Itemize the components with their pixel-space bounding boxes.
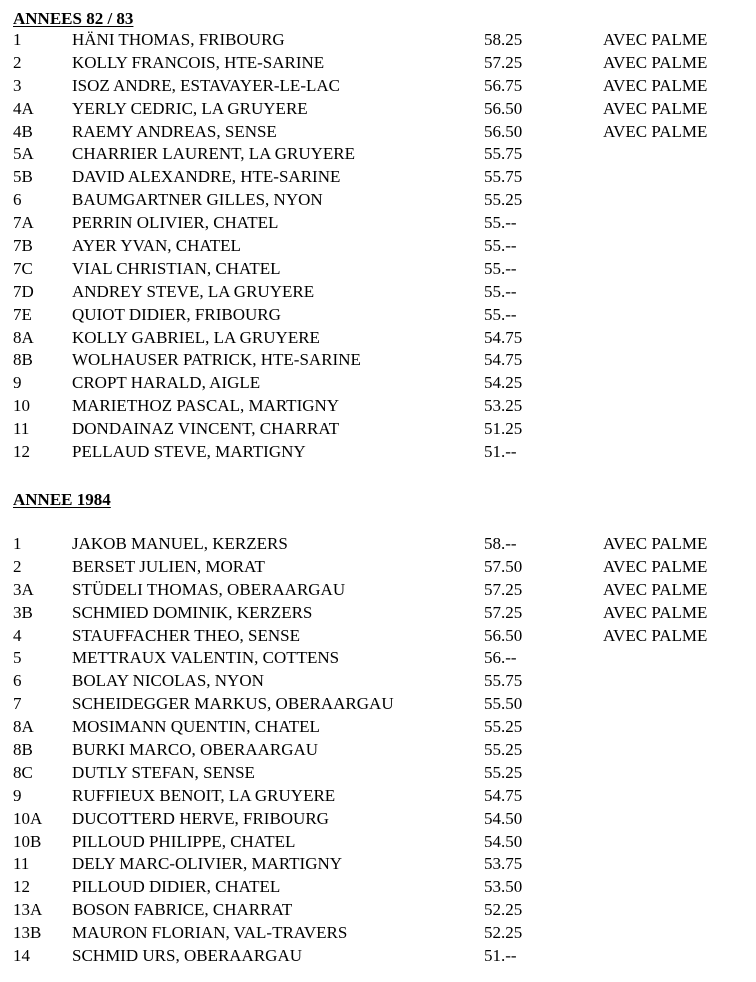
- table-row: [0, 212, 756, 235]
- name-cell: PILLOUD PHILIPPE, CHATEL: [72, 831, 296, 851]
- table-row: [0, 922, 756, 945]
- note-cell: AVEC PALME: [603, 121, 708, 141]
- table-row: [0, 556, 756, 579]
- table-row: [0, 372, 756, 395]
- note-cell: AVEC PALME: [603, 534, 708, 553]
- score-cell: 55.--: [484, 258, 517, 278]
- table-row: [0, 166, 756, 189]
- rank-cell: 9: [13, 785, 22, 805]
- table-row: [0, 853, 756, 876]
- score-cell: 57.25: [484, 579, 523, 599]
- name-cell: BURKI MARCO, OBERAARGAU: [72, 740, 319, 760]
- rank-cell: 2: [13, 52, 22, 72]
- name-cell: CROPT HARALD, AIGLE: [72, 373, 261, 393]
- score-cell: 57.25: [484, 52, 523, 72]
- results-list-1984: [0, 533, 756, 968]
- note-cell: AVEC PALME: [603, 52, 708, 72]
- score-cell: 53.50: [484, 877, 523, 897]
- section-title-1984: ANNEE 1984: [13, 490, 111, 509]
- name-cell: BERSET JULIEN, MORAT: [72, 556, 265, 576]
- score-cell: 56.50: [484, 121, 523, 141]
- score-cell: 55.25: [484, 190, 523, 210]
- name-cell: DUTLY STEFAN, SENSE: [72, 762, 255, 782]
- table-row: [0, 693, 756, 716]
- score-cell: 51.--: [484, 442, 517, 462]
- rank-cell: 5B: [13, 167, 33, 187]
- rank-cell: 7E: [13, 304, 32, 324]
- table-row: [0, 579, 756, 602]
- table-row: [0, 899, 756, 922]
- score-cell: 54.25: [484, 373, 523, 393]
- rank-cell: 5: [13, 648, 22, 668]
- table-row: [0, 143, 756, 166]
- score-cell: 53.75: [484, 854, 523, 874]
- table-row: [0, 876, 756, 899]
- score-cell: 54.75: [484, 327, 523, 347]
- score-cell: 53.25: [484, 396, 523, 416]
- note-cell: AVEC PALME: [603, 30, 708, 49]
- name-cell: STAUFFACHER THEO, SENSE: [72, 625, 301, 645]
- table-row: [0, 762, 756, 785]
- rank-cell: 8B: [13, 740, 33, 760]
- table-row: [0, 808, 756, 831]
- rank-cell: 5A: [13, 144, 34, 164]
- name-cell: CHARRIER LAURENT, LA GRUYERE: [72, 144, 356, 164]
- table-row: [0, 52, 756, 75]
- note-cell: AVEC PALME: [603, 556, 708, 576]
- name-cell: ISOZ ANDRE, ESTAVAYER-LE-LAC: [72, 75, 340, 95]
- score-cell: 55.75: [484, 167, 523, 187]
- rank-cell: 8A: [13, 327, 34, 347]
- rank-cell: 4A: [13, 98, 34, 118]
- rank-cell: 8C: [13, 762, 33, 782]
- table-row: [0, 670, 756, 693]
- note-cell: AVEC PALME: [603, 625, 708, 645]
- rank-cell: 7D: [13, 281, 34, 301]
- name-cell: METTRAUX VALENTIN, COTTENS: [72, 648, 340, 668]
- score-cell: 51.--: [484, 946, 517, 966]
- score-cell: 56.50: [484, 98, 523, 118]
- name-cell: PILLOUD DIDIER, CHATEL: [72, 877, 281, 897]
- score-cell: 54.50: [484, 808, 523, 828]
- name-cell: KOLLY FRANCOIS, HTE-SARINE: [72, 52, 325, 72]
- rank-cell: 10: [13, 396, 30, 416]
- rank-cell: 9: [13, 373, 22, 393]
- name-cell: RUFFIEUX BENOIT, LA GRUYERE: [72, 785, 336, 805]
- name-cell: MAURON FLORIAN, VAL-TRAVERS: [72, 923, 348, 943]
- score-cell: 55.75: [484, 671, 523, 691]
- rank-cell: 7A: [13, 213, 34, 233]
- score-cell: 55.--: [484, 213, 517, 233]
- name-cell: DELY MARC-OLIVIER, MARTIGNY: [72, 854, 343, 874]
- table-row: [0, 441, 756, 464]
- score-cell: 54.75: [484, 785, 523, 805]
- name-cell: ANDREY STEVE, LA GRUYERE: [72, 281, 315, 301]
- score-cell: 54.50: [484, 831, 523, 851]
- name-cell: MARIETHOZ PASCAL, MARTIGNY: [72, 396, 340, 416]
- table-row: [0, 602, 756, 625]
- table-row: [0, 281, 756, 304]
- table-row: [0, 418, 756, 441]
- table-row: [0, 235, 756, 258]
- name-cell: KOLLY GABRIEL, LA GRUYERE: [72, 327, 320, 347]
- name-cell: SCHMIED DOMINIK, KERZERS: [72, 602, 313, 622]
- score-cell: 58.25: [484, 30, 523, 49]
- table-row: [0, 75, 756, 98]
- table-row: [0, 831, 756, 854]
- table-row: [0, 327, 756, 350]
- rank-cell: 4B: [13, 121, 33, 141]
- name-cell: JAKOB MANUEL, KERZERS: [72, 534, 288, 553]
- rank-cell: 12: [13, 877, 30, 897]
- table-row: [0, 716, 756, 739]
- score-cell: 58.--: [484, 534, 517, 553]
- rank-cell: 2: [13, 556, 22, 576]
- name-cell: DUCOTTERD HERVE, FRIBOURG: [72, 808, 329, 828]
- name-cell: YERLY CEDRIC, LA GRUYERE: [72, 98, 308, 118]
- score-cell: 55.25: [484, 717, 523, 737]
- table-row: [0, 258, 756, 281]
- score-cell: 54.75: [484, 350, 523, 370]
- score-cell: 56.--: [484, 648, 517, 668]
- name-cell: DONDAINAZ VINCENT, CHARRAT: [72, 419, 340, 439]
- rank-cell: 1: [13, 30, 22, 49]
- rank-cell: 13A: [13, 900, 43, 920]
- name-cell: BOLAY NICOLAS, NYON: [72, 671, 264, 691]
- name-cell: PELLAUD STEVE, MARTIGNY: [72, 442, 306, 462]
- score-cell: 55.--: [484, 304, 517, 324]
- table-row: [0, 945, 756, 968]
- score-cell: 55.50: [484, 694, 523, 714]
- table-row: [0, 98, 756, 121]
- rank-cell: 10A: [13, 808, 43, 828]
- score-cell: 55.--: [484, 281, 517, 301]
- score-cell: 52.25: [484, 923, 523, 943]
- rank-cell: 14: [13, 946, 30, 966]
- table-row: [0, 785, 756, 808]
- name-cell: QUIOT DIDIER, FRIBOURG: [72, 304, 281, 324]
- name-cell: PERRIN OLIVIER, CHATEL: [72, 213, 279, 233]
- name-cell: STÜDELI THOMAS, OBERAARGAU: [72, 579, 346, 599]
- name-cell: WOLHAUSER PATRICK, HTE-SARINE: [72, 350, 361, 370]
- rank-cell: 12: [13, 442, 30, 462]
- rank-cell: 1: [13, 534, 22, 553]
- rank-cell: 4: [13, 625, 22, 645]
- name-cell: RAEMY ANDREAS, SENSE: [72, 121, 277, 141]
- note-cell: AVEC PALME: [603, 98, 708, 118]
- rank-cell: 3A: [13, 579, 34, 599]
- table-row: [0, 29, 756, 52]
- rank-cell: 8A: [13, 717, 34, 737]
- rank-cell: 6: [13, 190, 22, 210]
- rank-cell: 7: [13, 694, 22, 714]
- score-cell: 51.25: [484, 419, 523, 439]
- rank-cell: 10B: [13, 831, 42, 851]
- note-cell: AVEC PALME: [603, 579, 708, 599]
- table-row: [0, 121, 756, 144]
- table-row: [0, 533, 756, 556]
- table-row: [0, 625, 756, 648]
- rank-cell: 6: [13, 671, 22, 691]
- table-row: [0, 647, 756, 670]
- rank-cell: 11: [13, 854, 30, 874]
- score-cell: 57.25: [484, 602, 523, 622]
- table-row: [0, 349, 756, 372]
- score-cell: 55.25: [484, 762, 523, 782]
- rank-cell: 7C: [13, 258, 33, 278]
- score-cell: 55.75: [484, 144, 523, 164]
- score-cell: 52.25: [484, 900, 523, 920]
- score-cell: 55.--: [484, 236, 517, 256]
- score-cell: 55.25: [484, 740, 523, 760]
- name-cell: MOSIMANN QUENTIN, CHATEL: [72, 717, 320, 737]
- name-cell: AYER YVAN, CHATEL: [72, 236, 241, 256]
- name-cell: SCHMID URS, OBERAARGAU: [72, 946, 303, 966]
- name-cell: VIAL CHRISTIAN, CHATEL: [72, 258, 281, 278]
- score-cell: 56.75: [484, 75, 523, 95]
- rank-cell: 8B: [13, 350, 33, 370]
- name-cell: BAUMGARTNER GILLES, NYON: [72, 190, 323, 210]
- name-cell: BOSON FABRICE, CHARRAT: [72, 900, 293, 920]
- table-row: [0, 739, 756, 762]
- score-cell: 56.50: [484, 625, 523, 645]
- note-cell: AVEC PALME: [603, 602, 708, 622]
- rank-cell: 11: [13, 419, 30, 439]
- note-cell: AVEC PALME: [603, 75, 708, 95]
- rank-cell: 3B: [13, 602, 33, 622]
- table-row: [0, 304, 756, 327]
- rank-cell: 13B: [13, 923, 42, 943]
- table-row: [0, 189, 756, 212]
- name-cell: DAVID ALEXANDRE, HTE-SARINE: [72, 167, 341, 187]
- rank-cell: 3: [13, 75, 22, 95]
- name-cell: HÄNI THOMAS, FRIBOURG: [72, 30, 285, 49]
- results-list-82-83: [0, 29, 756, 464]
- section-title-82-83: ANNEES 82 / 83: [13, 9, 134, 28]
- score-cell: 57.50: [484, 556, 523, 576]
- rank-cell: 7B: [13, 236, 33, 256]
- table-row: [0, 395, 756, 418]
- name-cell: SCHEIDEGGER MARKUS, OBERAARGAU: [72, 694, 394, 714]
